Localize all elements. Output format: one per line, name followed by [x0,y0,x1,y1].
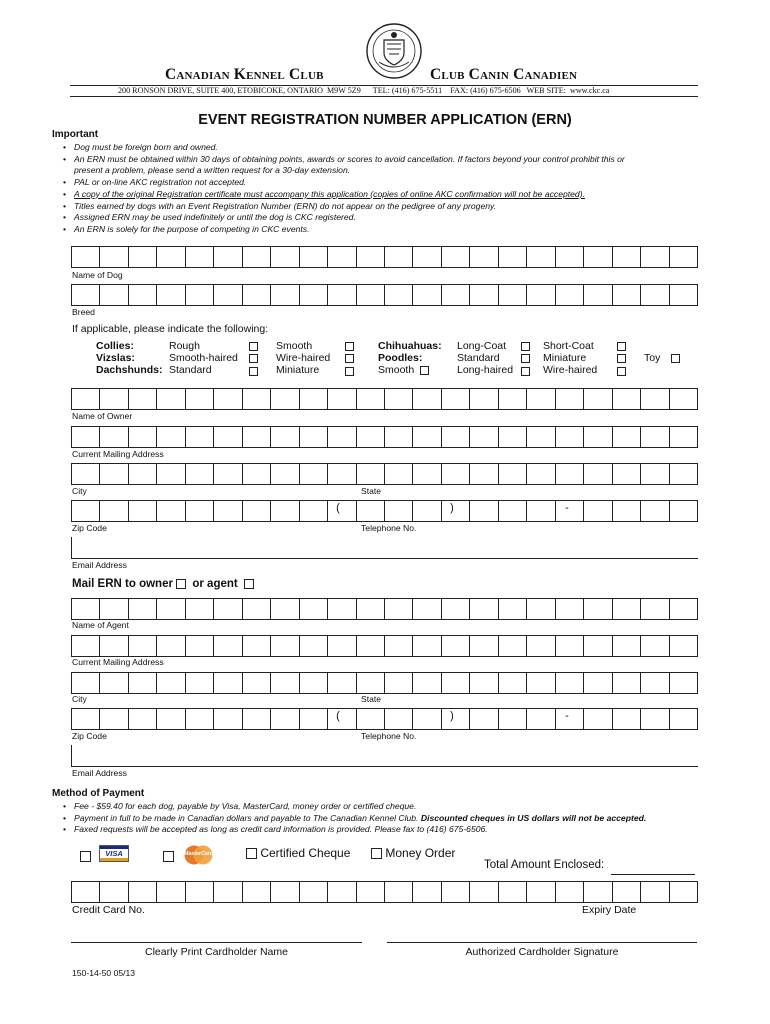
important-item: • A copy of the original Registration certificate must accompany this application (copies of online AKC confirmation will not be accepted). [74,189,702,201]
mail-agent-checkbox[interactable] [244,579,254,589]
checkbox[interactable] [345,342,354,351]
checkbox[interactable] [249,342,258,351]
owner-city-state-field[interactable] [71,463,698,485]
owner-phone-label: Telephone No. [361,523,417,533]
phone-open-paren: ( [336,710,340,722]
agent-address-field[interactable] [71,635,698,657]
certified-cheque-option: Certified Cheque [246,846,350,860]
owner-name-field[interactable] [71,388,698,410]
owner-zip-label: Zip Code [72,523,107,533]
mail-owner-checkbox[interactable] [176,579,186,589]
agent-zip-label: Zip Code [72,731,107,741]
checkbox[interactable] [617,367,626,376]
page-title: EVENT REGISTRATION NUMBER APPLICATION (ERN) [198,112,572,128]
checkbox[interactable] [420,366,429,375]
mastercard-icon: MasterCard [183,845,214,865]
checkbox[interactable] [345,354,354,363]
money-order-option: Money Order [371,846,455,860]
visa-icon: VISA [99,845,129,862]
org-address: 200 RONSON DRIVE, SUITE 400, ETOBICOKE, ONTARIO M9W 5Z9 TEL: (416) 675-5511 FAX: (416) 675-6506 WEB SITE: www.ckc.ca [118,86,610,95]
dog-name-field[interactable] [71,246,698,268]
owner-zip-phone-field[interactable] [71,500,698,522]
checkbox[interactable] [521,354,530,363]
checkbox[interactable] [521,342,530,351]
total-label: Total Amount Enclosed: [484,859,605,871]
org-name-en: Canadian Kennel Club [165,66,324,83]
checkbox[interactable] [249,354,258,363]
agent-zip-phone-field[interactable] [71,708,698,730]
phone-close-paren: ) [450,710,454,722]
phone-close-paren: ) [450,502,454,514]
phone-open-paren: ( [336,502,340,514]
phone-dash: - [565,502,569,514]
important-item: • PAL or on-line AKC registration not accepted. [74,177,702,189]
expiry-label: Expiry Date [582,904,637,916]
agent-email-field[interactable] [71,745,698,767]
signature-label: Authorized Cardholder Signature [465,946,619,958]
agent-address-label: Current Mailing Address [72,657,164,667]
checkbox[interactable] [249,367,258,376]
important-item-cont: present a problem, please send a written request for a 30-day extension. [74,165,351,176]
checkbox[interactable] [345,367,354,376]
checkbox[interactable] [521,367,530,376]
signature-field[interactable] [387,942,697,943]
variety-group2-col2: Short-Coat Miniature Wire-haired [543,340,598,377]
owner-email-label: Email Address [72,560,127,570]
owner-name-label: Name of Owner [72,411,133,421]
agent-city-state-field[interactable] [71,672,698,694]
important-item: • An ERN is solely for the purpose of competing in CKC events. [74,224,702,236]
checkbox[interactable] [617,354,626,363]
variety-group2-labels: Chihuahuas: Poodles: Smooth [378,340,442,377]
agent-name-label: Name of Agent [72,620,129,630]
owner-address-label: Current Mailing Address [72,449,164,459]
variety-group1-col1: Rough Smooth-haired Standard [169,340,238,377]
form-number: 150-14-50 05/13 [72,968,136,978]
phone-dash: - [565,710,569,722]
credit-card-label: Credit Card No. [72,904,145,916]
ckc-logo [365,22,423,80]
agent-state-label: State [361,694,382,704]
important-item: • An ERN must be obtained within 30 days of obtaining points, awards or scores to avoid cancellation. If factors beyond your control prohibit this or [74,154,702,166]
owner-email-field[interactable] [71,537,698,559]
owner-city-label: City [72,486,87,496]
variety-group2-col1: Long-Coat Standard Long-haired [457,340,514,377]
payment-item: • Fee - $59.40 for each dog, payable by Visa, MasterCard, money order or certified cheque. [74,801,712,813]
payment-item: • Payment in full to be made in Canadian dollars and payable to The Canadian Kennel Club. Discounted cheques in US dollars will not be accepted. [74,813,712,825]
certified-cheque-checkbox[interactable] [246,848,257,859]
crest-icon [365,22,423,80]
important-heading: Important [52,129,99,140]
toy-option: Toy [644,352,680,364]
mail-ern-row: Mail ERN to owner or agent [72,578,254,590]
important-item: • Assigned ERN may be used indefinitely or until the dog is CKC registered. [74,212,702,224]
breed-label: Breed [72,307,95,317]
agent-name-field[interactable] [71,598,698,620]
owner-address-field[interactable] [71,426,698,448]
mastercard-checkbox[interactable] [163,851,174,862]
important-item: • Dog must be foreign born and owned. [74,142,702,154]
agent-email-label: Email Address [72,768,127,778]
dog-name-label: Name of Dog [72,270,123,280]
variety-group1-col2: Smooth Wire-haired Miniature [276,340,331,377]
cardholder-name-field[interactable] [71,942,362,943]
payment-item: • Faxed requests will be accepted as long as credit card information is provided. Please fax to (416) 675-6506. [74,824,712,836]
checkbox[interactable] [617,342,626,351]
checkbox[interactable] [671,354,680,363]
cardholder-name-label: Clearly Print Cardholder Name [145,946,288,958]
visa-checkbox[interactable] [80,851,91,862]
payment-heading: Method of Payment [52,788,145,799]
total-amount-field[interactable] [611,874,695,875]
applicable-heading: If applicable, please indicate the following: [72,323,269,335]
agent-city-label: City [72,694,87,704]
important-item: • Titles earned by dogs with an Event Registration Number (ERN) do not appear on the pedigree of any progeny. [74,201,702,213]
org-name-fr: Club Canin Canadien [430,66,578,83]
owner-state-label: State [361,486,382,496]
breed-field[interactable] [71,284,698,306]
credit-card-field[interactable] [71,881,698,903]
money-order-checkbox[interactable] [371,848,382,859]
variety-group1-labels: Collies: Vizslas: Dachshunds: [96,340,163,377]
important-list [62,142,702,236]
agent-phone-label: Telephone No. [361,731,417,741]
payment-list [62,801,712,836]
